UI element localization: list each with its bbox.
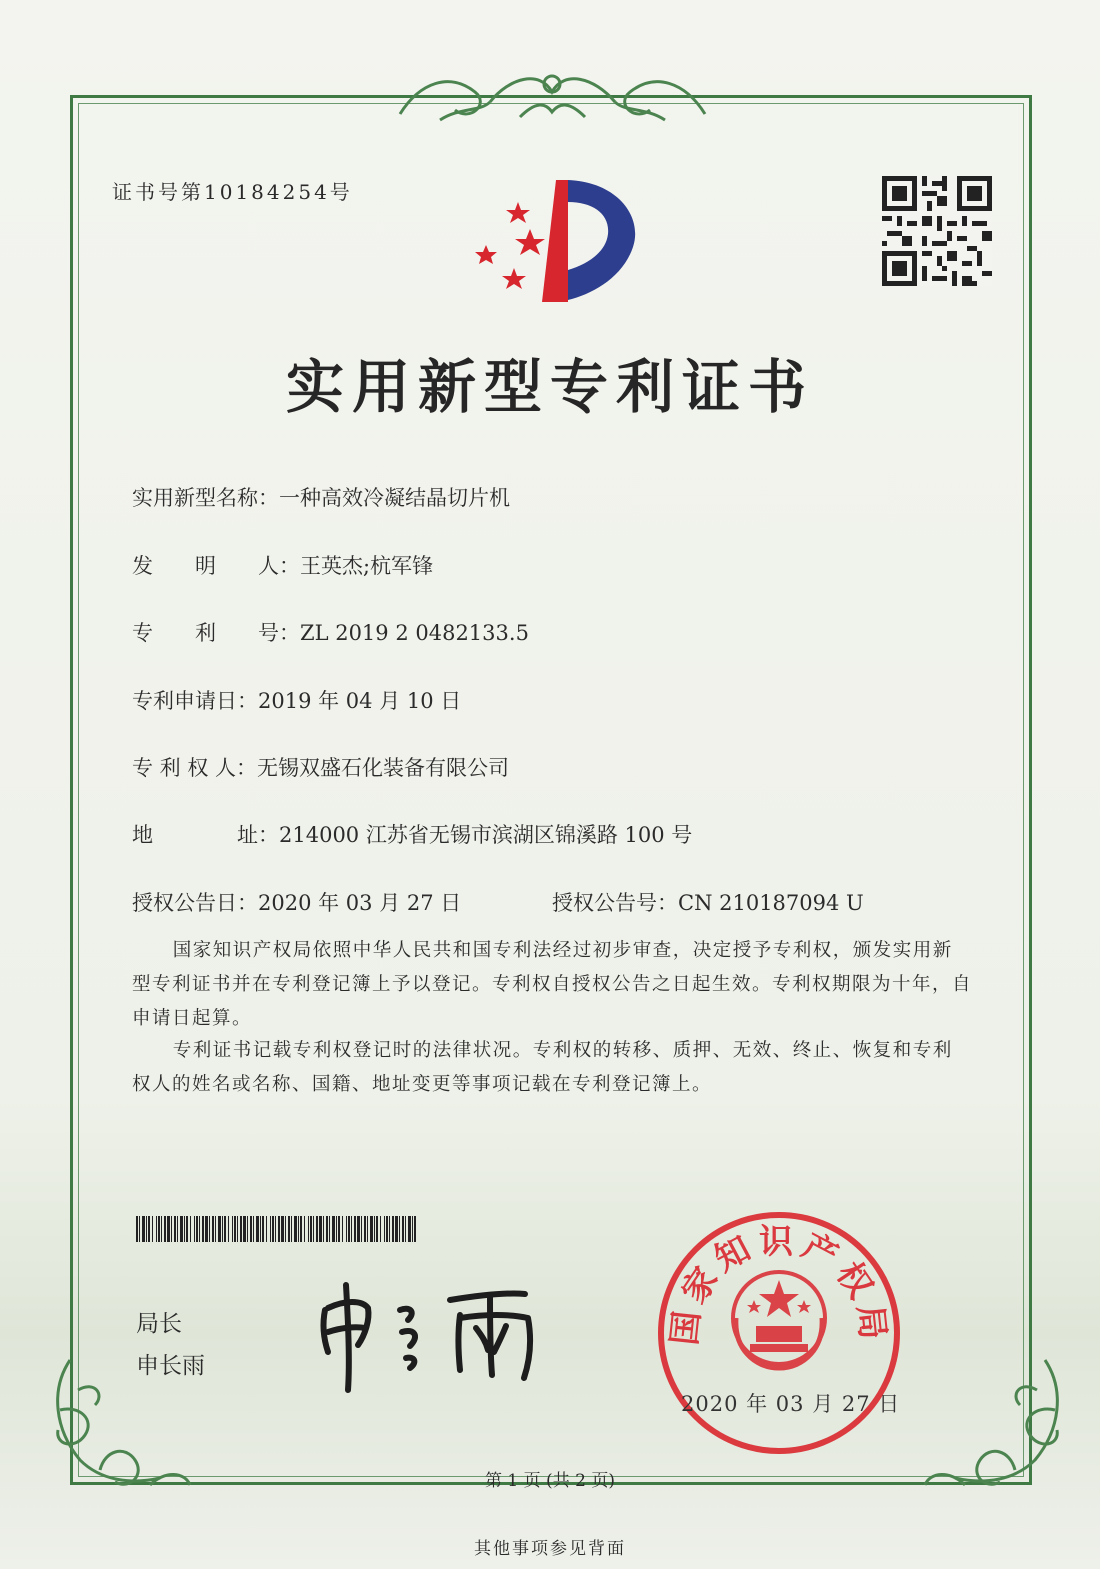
field-value: 无锡双盛石化装备有限公司 <box>257 756 510 780</box>
barcode-bar <box>285 1216 286 1242</box>
barcode-bar <box>136 1216 138 1242</box>
barcode-bar <box>405 1216 406 1242</box>
barcode-bar <box>234 1216 236 1242</box>
barcode-bar <box>212 1216 214 1242</box>
barcode-icon <box>136 1216 418 1242</box>
certificate-number: 证书号第10184254号 <box>112 180 353 204</box>
utility-model-name-field <box>132 482 510 512</box>
barcode-bar <box>316 1216 318 1242</box>
barcode-bar <box>361 1216 362 1242</box>
barcode-bar <box>281 1216 284 1242</box>
barcode-bar <box>294 1216 297 1242</box>
barcode-bar <box>272 1216 274 1242</box>
inventor-field <box>132 550 433 580</box>
barcode-bar <box>357 1216 360 1242</box>
barcode-bar <box>367 1216 368 1242</box>
barcode-bar <box>275 1216 276 1242</box>
barcode-bar <box>232 1216 233 1242</box>
barcode-bar <box>158 1216 160 1242</box>
field-value: 一种高效冷凝结晶切片机 <box>279 486 510 510</box>
barcode-bar <box>184 1216 185 1242</box>
field-label: 地 址： <box>132 823 279 847</box>
barcode-bar <box>262 1216 264 1242</box>
barcode-bar <box>346 1216 347 1242</box>
filing-date-field <box>132 685 461 715</box>
barcode-bar <box>161 1216 162 1242</box>
barcode-bar <box>384 1216 385 1242</box>
barcode-bar <box>364 1216 366 1242</box>
patent-number-field <box>132 617 529 647</box>
barcode-bar <box>215 1216 216 1242</box>
barcode-bar <box>374 1216 375 1242</box>
barcode-bar <box>266 1216 267 1242</box>
barcode-bar <box>139 1216 140 1242</box>
barcode-bar <box>329 1216 330 1242</box>
field-value: 王英杰;杭军锋 <box>300 554 434 578</box>
barcode-bar <box>177 1216 178 1242</box>
barcode-bar <box>310 1216 312 1242</box>
patentee-field <box>132 752 509 782</box>
barcode-bar <box>224 1216 226 1242</box>
barcode-bar <box>308 1216 309 1242</box>
barcode-bar <box>395 1216 398 1242</box>
field-label: 专利申请日： <box>132 689 258 713</box>
certificate-title: 实用新型专利证书 <box>285 353 814 421</box>
barcode-bar <box>148 1216 150 1242</box>
barcode-bar <box>380 1216 381 1242</box>
field-value: 214000 江苏省无锡市滨湖区锦溪路 100 号 <box>279 823 693 847</box>
field-value: ZL 2019 2 0482133.5 <box>300 621 529 645</box>
barcode-bar <box>342 1216 343 1242</box>
seal-date: 2020 年 03 月 27 日 <box>681 1392 901 1416</box>
announcement-date-field <box>132 887 461 917</box>
barcode-bar <box>270 1216 271 1242</box>
barcode-bar <box>243 1216 246 1242</box>
barcode-bar <box>250 1216 252 1242</box>
barcode-bar <box>392 1216 394 1242</box>
footer-note: 其他事项参见背面 <box>474 1539 626 1559</box>
barcode-bar <box>399 1216 400 1242</box>
barcode-bar <box>152 1216 153 1242</box>
barcode-bar <box>240 1216 242 1242</box>
barcode-bar <box>319 1216 322 1242</box>
barcode-bar <box>209 1216 210 1242</box>
barcode-bar <box>156 1216 157 1242</box>
barcode-bar <box>291 1216 292 1242</box>
official-seal <box>654 1208 904 1458</box>
field-label: 授权公告号： <box>552 891 678 915</box>
barcode-bar <box>180 1216 183 1242</box>
barcode-bar <box>336 1216 337 1242</box>
barcode-bar <box>199 1216 200 1242</box>
barcode-bar <box>196 1216 198 1242</box>
director-title: 局长 <box>136 1311 182 1337</box>
barcode-bar <box>256 1216 259 1242</box>
barcode-bar <box>194 1216 195 1242</box>
barcode-bar <box>167 1216 170 1242</box>
barcode-bar <box>326 1216 328 1242</box>
barcode-bar <box>354 1216 356 1242</box>
barcode-bar <box>370 1216 373 1242</box>
field-label: 专 利 权 人： <box>132 756 258 780</box>
barcode-bar <box>205 1216 208 1242</box>
page-number: 第 1 页 (共 2 页) <box>485 1471 615 1491</box>
director-signature <box>310 1270 560 1400</box>
barcode-bar <box>304 1216 305 1242</box>
barcode-bar <box>376 1216 378 1242</box>
patent-office-logo <box>468 172 648 307</box>
barcode-bar <box>142 1216 145 1242</box>
address-field <box>132 819 692 849</box>
field-value: 2019 年 04 月 10 日 <box>258 689 462 713</box>
barcode-bar <box>348 1216 350 1242</box>
barcode-bar <box>412 1216 413 1242</box>
barcode-bar <box>300 1216 302 1242</box>
barcode-bar <box>414 1216 416 1242</box>
barcode-bar <box>332 1216 335 1242</box>
barcode-bar <box>278 1216 280 1242</box>
legal-statement-paragraph: 国家知识产权局依照中华人民共和国专利法经过初步审查，决定授予专利权，颁发实用新型专利证书并在专利登记簿上予以登记。专利权自授权公告之日起生效。专利权期限为十年，自申请日起算。 <box>132 940 973 1029</box>
barcode-bar <box>323 1216 324 1242</box>
barcode-bar <box>164 1216 166 1242</box>
field-value: CN 210187094 U <box>678 891 864 915</box>
barcode-bar <box>146 1216 147 1242</box>
barcode-bar <box>222 1216 223 1242</box>
seal-text: 国家知识产权局 <box>664 1222 894 1348</box>
barcode-bar <box>218 1216 221 1242</box>
barcode-bar <box>202 1216 204 1242</box>
top-ornament <box>380 62 725 130</box>
director-name: 申长雨 <box>136 1353 205 1379</box>
announcement-number-field <box>552 887 864 917</box>
legal-status-paragraph: 专利证书记载专利权登记时的法律状况。专利权的转移、质押、无效、终止、恢复和专利权人的姓名或名称、国籍、地址变更等事项记载在专利登记簿上。 <box>132 1040 953 1095</box>
barcode-bar <box>186 1216 188 1242</box>
barcode-bar <box>313 1216 314 1242</box>
barcode-bar <box>288 1216 290 1242</box>
barcode-bar <box>237 1216 238 1242</box>
barcode-bar <box>190 1216 191 1242</box>
barcode-bar <box>408 1216 411 1242</box>
barcode-bar <box>253 1216 254 1242</box>
barcode-bar <box>338 1216 340 1242</box>
field-label: 实用新型名称： <box>132 486 279 510</box>
barcode-bar <box>228 1216 229 1242</box>
field-label: 授权公告日： <box>132 891 258 915</box>
field-value: 2020 年 03 月 27 日 <box>258 891 462 915</box>
barcode-bar <box>260 1216 261 1242</box>
barcode-bar <box>386 1216 388 1242</box>
field-label: 专 利 号： <box>132 621 300 645</box>
barcode-bar <box>174 1216 176 1242</box>
field-label: 发 明 人： <box>132 554 300 578</box>
barcode-bar <box>171 1216 172 1242</box>
barcode-bar <box>298 1216 299 1242</box>
barcode-bar <box>247 1216 248 1242</box>
barcode-bar <box>389 1216 390 1242</box>
qr-code-icon <box>882 176 992 286</box>
barcode-bar <box>402 1216 404 1242</box>
barcode-bar <box>351 1216 352 1242</box>
